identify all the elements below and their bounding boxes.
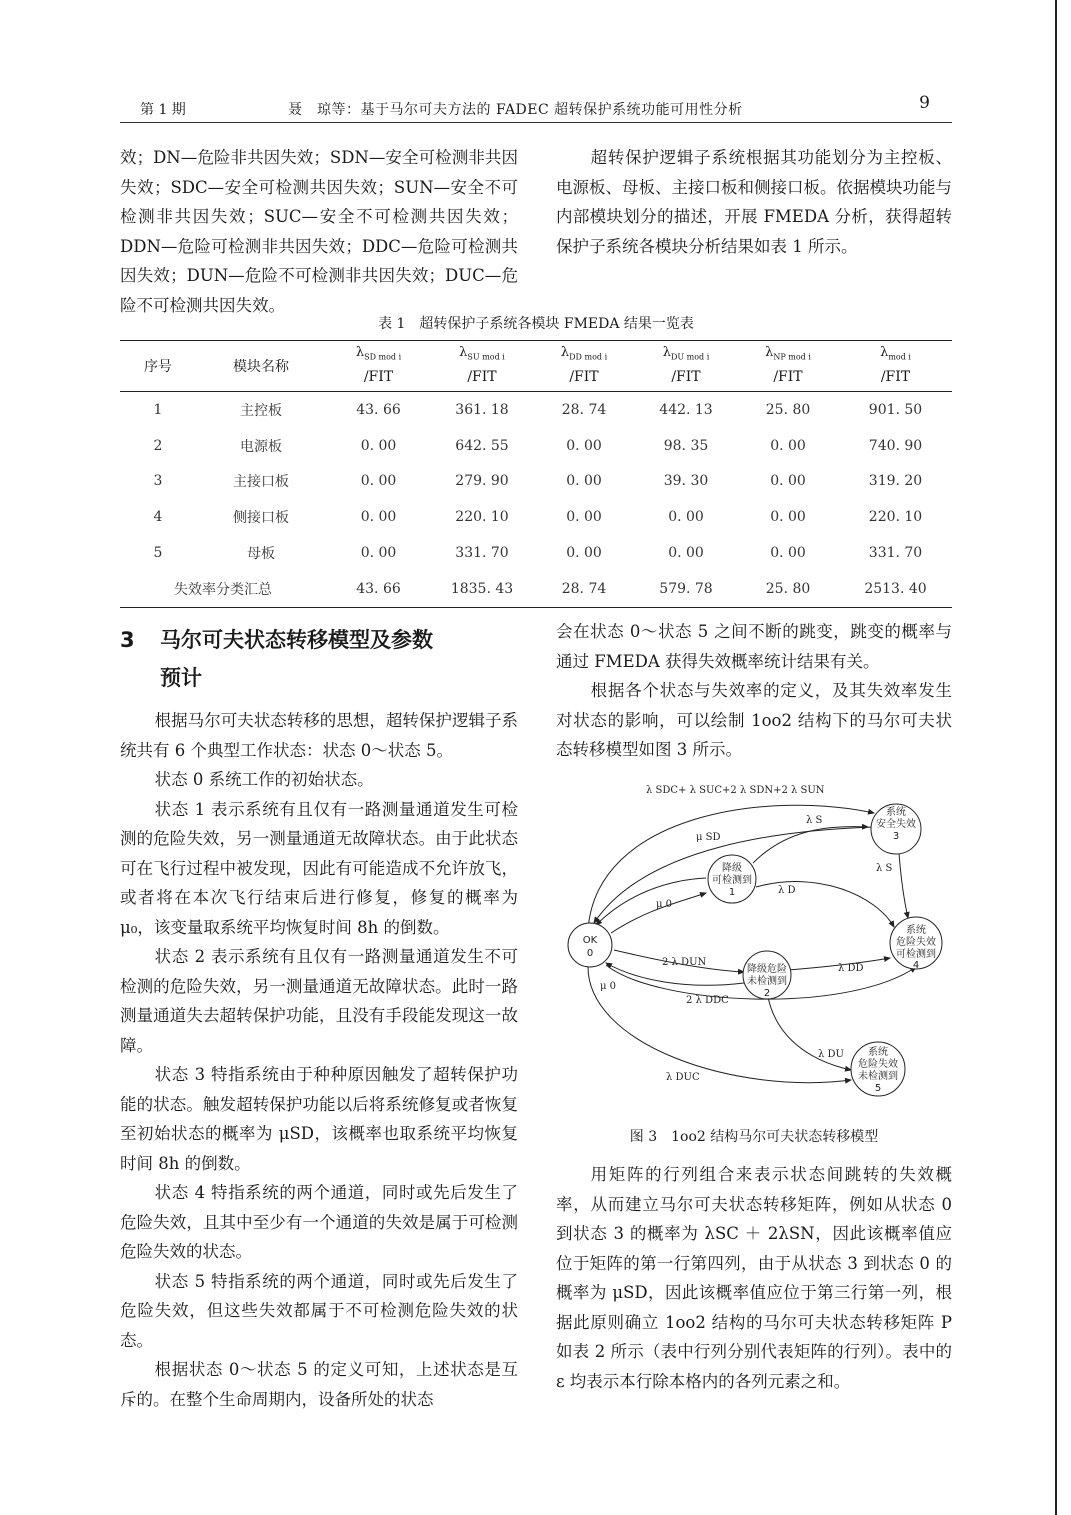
cell: 0. 00 <box>770 509 806 526</box>
edge-label-lambda-d: λ D <box>778 885 796 896</box>
issue-number: 第 1 期 <box>140 102 186 118</box>
edge-label-duc: λ DUC <box>666 1072 700 1083</box>
node-4-l4: 4 <box>912 960 920 971</box>
header-lambda-su: $\lambda_{SU mod i}$ /FIT <box>431 341 533 392</box>
cell: 331. 70 <box>455 545 509 562</box>
cell: 331. 70 <box>868 545 923 562</box>
right-column-body <box>556 617 952 765</box>
paragraph: 状态 4 特指系统的两个通道，同时或先后发生了危险失效，且其中至少有一个通道的失效是属于可检测危险失效的状态。 <box>120 1183 518 1261</box>
edge-label-dd: λ DD <box>838 963 864 974</box>
cell: 0. 00 <box>566 509 602 526</box>
header-lambda-sd: $\lambda_{SD mod i}$ /FIT <box>326 341 431 392</box>
cell: 642. 55 <box>455 437 509 454</box>
cell: 0. 00 <box>770 437 806 454</box>
node-3-l3: 3 <box>892 831 900 842</box>
running-title: 聂 琼等：基于马尔可夫方法的 FADEC 超转保护系统功能可用性分析 <box>288 102 743 118</box>
fmeda-table <box>120 340 952 608</box>
paragraph: 状态 5 特指系统的两个通道，同时或先后发生了危险失效，但这些失效都属于不可检测危险失效的状态。 <box>120 1271 518 1350</box>
table-row <box>120 535 952 571</box>
header-module: 模块名称 <box>196 341 326 392</box>
cell: 43. 66 <box>356 580 401 597</box>
edge-1-to-4 <box>756 882 894 927</box>
page-edge-line <box>1055 0 1057 1515</box>
node-1-l1: 降级 <box>722 863 742 874</box>
cell: 0. 00 <box>770 473 806 490</box>
paragraph: 状态 1 表示系统有且仅有一路测量通道发生可检测的危险失效，另一测量通道无故障状态。由于此状态可在飞行过程中被发现，因此有可能造成不允许放飞，或者将在本次飞行结束后进行修复，修复的概率为 μ₀，该变量取系统平均恢复时间 8h 的倒数。 <box>120 799 518 937</box>
node-4-l2: 危险失效 <box>896 937 936 948</box>
page-number: 9 <box>919 93 930 113</box>
cell: 579. 78 <box>659 580 713 597</box>
node-1-l2: 可检测到 <box>712 875 752 886</box>
node-5-l2: 危险失效 <box>858 1059 898 1070</box>
cell: 主接口板 <box>233 474 289 491</box>
figure-caption: 图 3 1oo2 结构马尔可夫状态转移模型 <box>629 1129 879 1145</box>
cell: 28. 74 <box>561 580 607 597</box>
cell: 25. 80 <box>765 580 811 597</box>
table-total-row <box>120 571 952 607</box>
cell: 主控板 <box>240 402 282 419</box>
header-lambda-dd: $\lambda_{DD mod i}$ /FIT <box>533 341 635 392</box>
edge-label-lambda-s-13: λ S <box>806 815 823 826</box>
right-column-lower <box>556 1160 952 1396</box>
cell: 0. 00 <box>360 509 397 526</box>
edge-label-mu-sd: μ SD <box>696 832 721 843</box>
cell: 0. 00 <box>566 437 602 454</box>
node-5-l1: 系统 <box>868 1047 888 1058</box>
cell: 279. 90 <box>455 473 509 490</box>
edge-label-lambda-s-14: λ S <box>876 863 893 874</box>
cell: 1 <box>153 401 163 418</box>
abbrev-paragraph: 效；DN—危险非共因失效；SDN—安全可检测非共因失效；SDC—安全可检测共因失效；SUN—安全不可检测非共因失效；SUC—安全不可检测共因失效；DDN—危险可检测非共因失效；DDC—危险可检测共因失效；DUN—危险不可检测非共因失效；DUC—危险不可检测共因失效。 <box>120 148 518 315</box>
node-5-l4: 5 <box>874 1083 882 1094</box>
edge-1-to-3 <box>753 827 868 863</box>
edge-label-mu0-lower: μ 0 <box>600 981 617 992</box>
cell: 28. 74 <box>561 401 607 418</box>
edge-label-mu0-upper: μ 0 <box>656 899 673 910</box>
cell: 220. 10 <box>868 509 923 526</box>
cell: 319. 20 <box>868 473 923 490</box>
node-0-l2: 0 <box>586 948 594 959</box>
cell: 4 <box>153 509 163 526</box>
edge-label-top: λ SDC+ λ SUC+2 λ SDN+2 λ SUN <box>646 785 825 796</box>
cell: 98. 35 <box>663 437 709 454</box>
header-index: 序号 <box>120 341 196 392</box>
cell: 0. 00 <box>360 545 397 562</box>
edge-0-to-5 <box>588 965 851 1083</box>
header-lambda-du: $\lambda_{DU mod i}$ /FIT <box>635 341 737 392</box>
node-4-l1: 系统 <box>906 925 926 936</box>
cell: 39. 30 <box>663 473 709 490</box>
cell: 1835. 43 <box>450 580 514 597</box>
section-title-line1: 马尔可夫状态转移模型及参数 <box>160 628 433 652</box>
paragraph: 状态 2 表示系统有且仅有一路测量通道发生不可检测的危险失效，另一测量通道无故障状态。此时一路测量通道失去超转保护功能，且没有手段能发现这一故障。 <box>120 947 518 1055</box>
cell: 5 <box>153 545 163 562</box>
node-3-l2: 安全失效 <box>876 819 916 830</box>
matrix-paragraph: 用矩阵的行列组合来表示状态间跳转的失效概率，从而建立马尔可夫状态转移矩阵，例如从状态 0 到状态 3 的概率为 λSC ＋ 2λSN，因此该概率值应位于矩阵的第一行第四列，由于从状态 3 到状态 0 的概率为 μSD，因此该概率值应位于第三行第一列，根据此原则确立 1oo2 结构的马尔可夫状态转移矩阵 P 如表 2 所示（表中行列分别代表矩阵的行列）。表中的 ε 均表示本行除本格内的各列元素之和。 <box>556 1165 952 1391</box>
node-1-l3: 1 <box>728 887 736 898</box>
paragraph: 根据状态 0～状态 5 的定义可知，上述状态是互斥的。在整个生命周期内，设备所处的状态 <box>120 1360 518 1409</box>
table-row <box>120 392 952 428</box>
right-column-top <box>556 143 952 261</box>
paragraph: 状态 3 特指系统由于种种原因触发了超转保护功能的状态。触发超转保护功能以后将系统修复或者恢复至初始状态的概率为 μSD，该概率也取系统平均恢复时间 8h 的倒数。 <box>120 1065 518 1173</box>
table-header-row <box>120 341 952 392</box>
paragraph: 会在状态 0～状态 5 之间不断的跳变，跳变的概率与通过 FMEDA 获得失效概率统计结果有关。 <box>556 622 952 671</box>
cell: 失效率分类汇总 <box>174 581 272 598</box>
edge-label-dun: 2 λ DUN <box>662 957 707 968</box>
cell: 740. 90 <box>868 437 923 454</box>
cell: 0. 00 <box>668 545 704 562</box>
cell: 361. 18 <box>455 401 509 418</box>
node-5-l3: 未检测到 <box>858 1071 898 1082</box>
edge-label-du: λ DU <box>818 1049 844 1060</box>
node-0-l1: OK <box>582 935 598 946</box>
module-division-paragraph: 超转保护逻辑子系统根据其功能划分为主控板、电源板、母板、主接口板和侧接口板。依据模块功能与内部模块划分的描述，开展 FMEDA 分析，获得超转保护子系统各模块分析结果如表 1 所示。 <box>556 148 952 256</box>
node-4-l3: 可检测到 <box>896 949 936 960</box>
header-rule <box>120 122 952 123</box>
node-2-l3: 2 <box>763 988 771 999</box>
cell: 0. 00 <box>668 509 704 526</box>
table-row <box>120 499 952 535</box>
table-row <box>120 464 952 500</box>
cell: 43. 66 <box>356 401 401 418</box>
cell: 220. 10 <box>455 509 509 526</box>
table-row <box>120 428 952 464</box>
cell: 0. 00 <box>360 437 397 454</box>
cell: 2513. 40 <box>864 580 927 597</box>
section-title-line2: 预计 <box>160 666 202 690</box>
left-column-top <box>120 143 518 320</box>
cell: 0. 00 <box>566 545 602 562</box>
edge-3-to-4 <box>899 853 908 918</box>
cell: 25. 80 <box>765 401 811 418</box>
cell: 电源板 <box>240 438 282 455</box>
paragraph: 状态 0 系统工作的初始状态。 <box>154 770 374 789</box>
markov-state-diagram <box>556 775 952 1125</box>
edge-label-ddc: 2 λ DDC <box>686 995 729 1006</box>
cell: 0. 00 <box>770 545 806 562</box>
node-2-l1: 降级危险 <box>747 964 787 975</box>
table-caption: 表 1 超转保护子系统各模块 FMEDA 结果一览表 <box>378 316 694 332</box>
node-3-l1: 系统 <box>886 807 906 818</box>
node-2-l2: 未检测到 <box>747 976 787 987</box>
paragraph: 根据马尔可夫状态转移的思想，超转保护逻辑子系统共有 6 个典型工作状态：状态 0～状态 5。 <box>120 711 518 760</box>
cell: 母板 <box>247 546 275 563</box>
paragraph: 根据各个状态与失效率的定义，及其失效率发生对状态的影响，可以绘制 1oo2 结构下的马尔可夫状态转移模型如图 3 所示。 <box>556 681 952 759</box>
cell: 侧接口板 <box>233 510 289 527</box>
section-number: 3 <box>120 628 135 652</box>
cell: 0. 00 <box>566 473 602 490</box>
header-lambda-np: $\lambda_{NP mod i}$ /FIT <box>737 341 839 392</box>
cell: 901. 50 <box>868 401 923 418</box>
cell: 3 <box>153 473 163 490</box>
header-lambda-mod: $\lambda_{mod i}$ /FIT <box>839 341 952 392</box>
cell: 0. 00 <box>360 473 397 490</box>
running-header <box>120 93 952 121</box>
cell: 2 <box>153 437 163 454</box>
cell: 442. 13 <box>659 401 713 418</box>
left-column-body <box>120 706 518 1414</box>
